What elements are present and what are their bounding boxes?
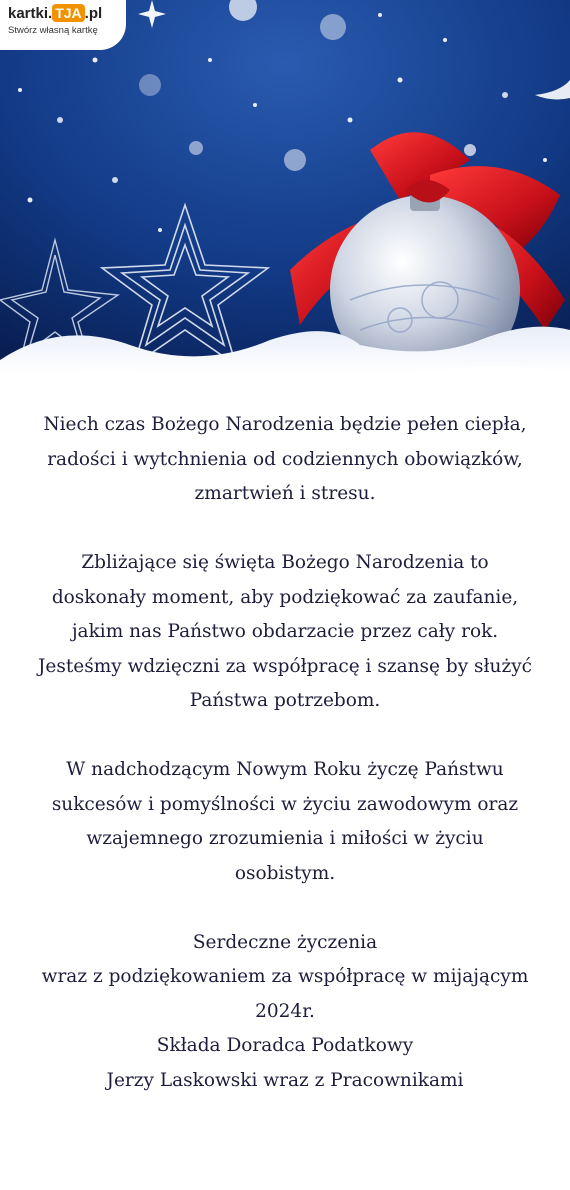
closing-line: Serdeczne życzenia [192,931,378,953]
message-line: W nadchodzącym Nowym Roku życzę Państwu [66,759,504,780]
message-line: Niech czas Bożego Narodzenia będzie pełen ciepła, [43,414,527,435]
christmas-illustration [0,0,570,420]
message-line: osobistym. [234,862,336,884]
message-line: wzajemnego zrozumienia i miłości w życiu [86,828,484,849]
paragraph-gap [20,891,550,926]
kartki-tja-logo[interactable] [0,0,126,50]
paragraph-gap [20,512,550,547]
logo-brand-highlight: TJA [52,4,84,22]
message-line: Jesteśmy wdzięczni za współpracę i szansę by służyć [37,655,533,677]
closing-line: wraz z podziękowaniem za współpracę w mijającym [41,966,529,987]
closing-line: 2024r. [255,1000,315,1022]
message-line: Zbliżające się święta Bożego Narodzenia to [81,552,489,573]
logo-tagline: Stwórz własną kartkę [8,25,98,36]
message-line: radości i wytchnienia od codziennych obowiązków, [47,448,523,470]
message-line: jakim nas Państwo obdarzacie przez cały rok. [71,621,499,642]
paragraph-gap [20,719,550,754]
message-line: zmartwień i stresu. [194,483,376,504]
signature-line: Składa Doradca Podatkowy [156,1035,414,1056]
logo-brand-suffix: .pl [84,5,103,22]
message-line: doskonały moment, aby podziękować za zaufanie, [51,586,519,608]
signature-line: Jerzy Laskowski wraz z Pracownikami [106,1069,464,1091]
message-line: sukcesów i pomyślności w życiu zawodowym oraz [51,793,519,815]
greeting-message [20,408,550,1098]
message-line: Państwa potrzebom. [189,690,381,711]
logo-brand-prefix: kartki. [8,5,53,22]
logo-wordmark [8,4,102,22]
